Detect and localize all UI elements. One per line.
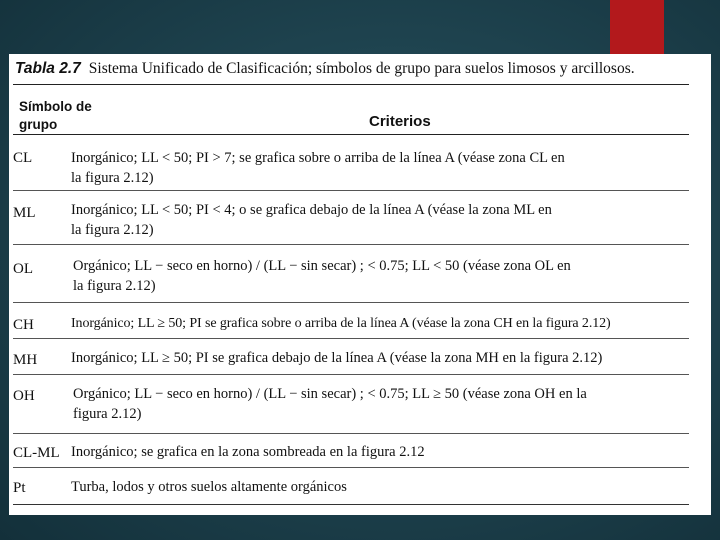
- row-symbol-ol: OL: [13, 261, 33, 277]
- row-criteria-line: Inorgánico; LL < 50; PI < 4; o se grafica debajo de la línea A (véase la zona ML en: [71, 202, 552, 218]
- row-criteria-line: Inorgánico; LL ≥ 50; PI se grafica sobre o arriba de la línea A (véase la zona CH en la figura 2.12): [71, 316, 611, 331]
- row-criteria-line: Inorgánico; se grafica en la zona sombreada en la figura 2.12: [71, 444, 425, 460]
- header-symbol-line1: Símbolo de: [19, 99, 92, 114]
- row-divider: [13, 190, 689, 191]
- table-sheet: [9, 54, 711, 515]
- header-symbol: [19, 98, 129, 134]
- row-symbol-mh: MH: [13, 352, 38, 368]
- header-symbol-line2: grupo: [19, 117, 58, 132]
- row-criteria-mh: [71, 348, 711, 368]
- row-criteria-line: Orgánico; LL − seco en horno) / (LL − sin secar) ; < 0.75; LL < 50 (véase zona OL en: [73, 258, 571, 274]
- row-criteria-line: Inorgánico; LL ≥ 50; PI se grafica debajo de la línea A (véase la zona MH en la figura 2.12): [71, 350, 603, 366]
- row-divider: [13, 374, 689, 375]
- row-criteria-line: Orgánico; LL − seco en horno) / (LL − sin secar) ; < 0.75; LL ≥ 50 (véase zona OH en la: [73, 386, 587, 402]
- row-criteria-oh: [73, 384, 711, 424]
- row-symbol-pt: Pt: [13, 480, 26, 496]
- row-criteria-line: la figura 2.12): [71, 170, 154, 186]
- row-criteria-line: Inorgánico; LL < 50; PI > 7; se grafica sobre o arriba de la línea A (véase zona CL en: [71, 150, 565, 166]
- row-criteria-ol: [73, 256, 711, 296]
- row-divider: [13, 244, 689, 245]
- row-divider: [13, 302, 689, 303]
- row-criteria-ch: [71, 314, 711, 334]
- row-criteria-pt: [71, 477, 711, 497]
- row-criteria-cl: [71, 148, 711, 188]
- row-criteria-ml: [71, 200, 711, 240]
- row-divider: [13, 433, 689, 434]
- row-criteria-line: la figura 2.12): [71, 222, 154, 238]
- row-symbol-ch: CH: [13, 317, 34, 333]
- row-symbol-ml: ML: [13, 205, 36, 221]
- row-criteria-cl-ml: [71, 442, 711, 462]
- row-criteria-line: Turba, lodos y otros suelos altamente orgánicos: [71, 479, 347, 495]
- row-divider: [13, 338, 689, 339]
- row-criteria-line: la figura 2.12): [73, 278, 156, 294]
- table-caption: [15, 60, 635, 78]
- table-number: Tabla 2.7: [15, 60, 81, 77]
- table-bottom-rule: [13, 504, 689, 505]
- row-symbol-oh: OH: [13, 388, 35, 404]
- table-title: Sistema Unificado de Clasificación; símbolos de grupo para suelos limosos y arcillosos.: [88, 60, 635, 77]
- row-symbol-cl-ml: CL-ML: [13, 445, 60, 461]
- row-symbol-cl: CL: [13, 150, 33, 166]
- row-divider: [13, 467, 689, 468]
- header-criteria: Criterios: [369, 113, 431, 130]
- row-criteria-line: figura 2.12): [73, 406, 142, 422]
- caption-rule: [13, 84, 689, 85]
- header-rule: [13, 134, 689, 135]
- accent-block: [610, 0, 664, 54]
